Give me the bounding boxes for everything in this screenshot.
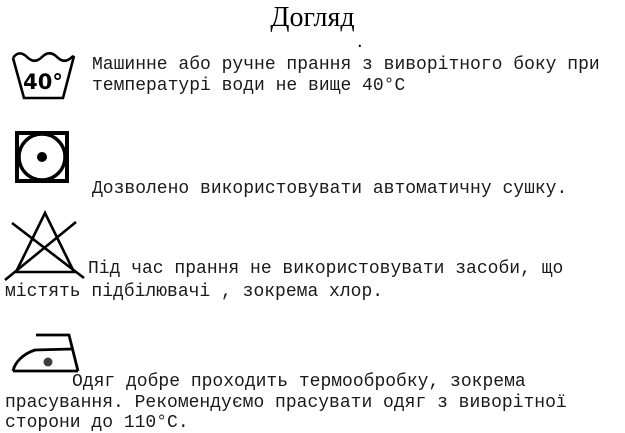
care-text-line: Машинне або ручне прання з виворітного боку при <box>92 55 600 75</box>
care-text-line: прасування. Рекомендуємо прасувати одяг з виворітної <box>5 393 567 413</box>
care-text-line: сторони до 110°C. <box>5 413 189 433</box>
wash-40-icon <box>10 51 78 103</box>
iron-low-icon <box>9 329 83 376</box>
tumble-dry-icon <box>14 129 72 186</box>
no-bleach-icon <box>3 209 87 283</box>
care-text-line: Під час прання не використовувати засоби, що <box>88 259 564 279</box>
care-text-line: Одяг добре проходить термообробку, зокрема <box>72 372 526 392</box>
subtitle-dot: . <box>355 34 365 52</box>
wash-temperature-label: 40° <box>23 70 63 94</box>
care-text-line: Дозволено використовувати автоматичну сушку. <box>92 179 568 199</box>
care-text-line: містять підбілювачі , зокрема хлор. <box>5 282 384 302</box>
care-text-line: температурі води не вище 40°C <box>92 76 406 96</box>
page-title: Догляд <box>270 2 355 33</box>
